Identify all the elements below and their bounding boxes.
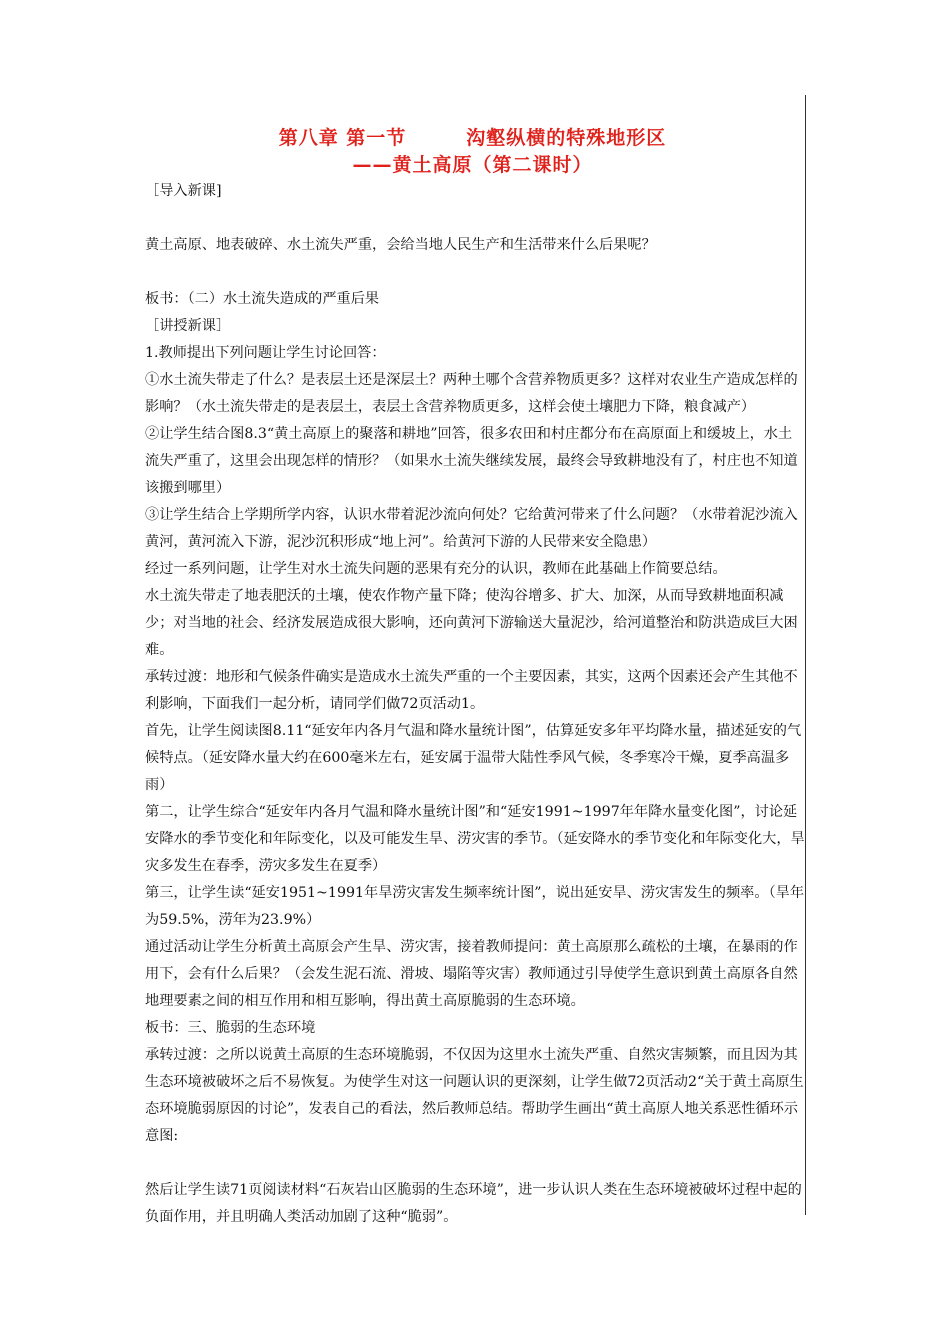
paragraph: 第三，让学生读“延安1951~1991年旱涝灾害发生频率统计图”，说出延安旱、涝灾害发生的频率。（旱年为59.5%，涝年为23.9%） xyxy=(145,885,805,928)
paragraph: 板书：（二）水土流失造成的严重后果 xyxy=(145,291,380,307)
paragraph: 第二，让学生综合“延安年内各月气温和降水量统计图”和“延安1991~1997年年降水量变化图”，讨论延安降水的季节变化和年际变化，以及可能发生旱、涝灾害的季节。（延安降水的季节变化和年际变化大，旱灾多发生在春季，涝灾多发生在夏季） xyxy=(145,804,805,874)
paragraph: ③让学生结合上学期所学内容，认识水带着泥沙流向何处？它给黄河带来了什么问题？（水带着泥沙流入黄河，黄河流入下游，泥沙沉积形成“地上河”。给黄河下游的人民带来安全隐患） xyxy=(145,507,798,550)
paragraph: 承转过渡：之所以说黄土高原的生态环境脆弱，不仅因为这里水土流失严重、自然灾害频繁，而且因为其生态环境被破坏之后不易恢复。为使学生对这一问题认识的更深刻，让学生做72页活动2“关于黄土高原生态环境脆弱原因的讨论”，发表自己的看法，然后教师总结。帮助学生画出“黄土高原人地关系恶性循环示意图: xyxy=(145,1047,804,1144)
paragraph: 通过活动让学生分析黄土高原会产生旱、涝灾害，接着教师提问：黄土高原那么疏松的土壤，在暴雨的作用下，会有什么后果？（会发生泥石流、滑坡、塌陷等灾害）教师通过引导使学生意识到黄土高原各自然地理要素之间的相互作用和相互影响，得出黄土高原脆弱的生态环境。 xyxy=(145,939,798,1009)
paragraph: 水土流失带走了地表肥沃的土壤，使农作物产量下降；使沟谷增多、扩大、加深，从而导致耕地面积减少；对当地的社会、经济发展造成很大影响，还向黄河下游输送大量泥沙，给河道整治和防洪造成巨大困难。 xyxy=(145,588,798,658)
paragraph: ［讲授新课］ xyxy=(145,318,231,334)
paragraph: 黄土高原、地表破碎、水土流失严重，会给当地人民生产和生活带来什么后果呢？ xyxy=(145,237,656,253)
paragraph: ①水土流失带走了什么？是表层土还是深层土？两种土哪个含营养物质更多？这样对农业生产造成怎样的影响？（水土流失带走的是表层土，表层土含营养物质更多，这样会使土壤肥力下降，粮食减产） xyxy=(145,372,798,415)
paragraph: 板书：三、脆弱的生态环境 xyxy=(145,1020,316,1036)
blank-line xyxy=(145,1150,805,1177)
paragraph: ②让学生结合图8.3“黄土高原上的聚落和耕地”回答，很多农田和村庄都分布在高原面上和缓坡上，水土流失严重了，这里会出现怎样的情形？（如果水土流失继续发展，最终会导致耕地没有了，村庄也不知道该搬到哪里） xyxy=(145,426,798,496)
title-line-2: ——黄土高原（第二课时） xyxy=(352,154,593,176)
document-body xyxy=(145,178,805,1231)
paragraph: ［导入新课] xyxy=(145,183,222,199)
paragraph: 承转过渡：地形和气候条件确实是造成水土流失严重的一个主要因素，其实，这两个因素还会产生其他不利影响，下面我们一起分析，请同学们做72页活动1。 xyxy=(145,669,798,712)
blank-line xyxy=(145,205,805,232)
right-margin-rule xyxy=(805,95,806,1215)
paragraph: 1.教师提出下列问题让学生讨论回答： xyxy=(145,345,386,361)
title-line-1: 第八章 第一节 沟壑纵横的特殊地形区 xyxy=(278,127,667,149)
blank-line xyxy=(145,259,805,286)
paragraph: 首先，让学生阅读图8.11“延安年内各月气温和降水量统计图”，估算延安多年平均降水量，描述延安的气候特点。（延安降水量大约在600毫米左右，延安属于温带大陆性季风气候，冬季寒冷干燥，夏季高温多雨） xyxy=(145,723,802,793)
paragraph: 经过一系列问题，让学生对水土流失问题的恶果有充分的认识，教师在此基础上作简要总结。 xyxy=(145,561,727,577)
paragraph: 然后让学生读71页阅读材料“石灰岩山区脆弱的生态环境”，进一步认识人类在生态环境被破坏过程中起的负面作用，并且明确人类活动加剧了这种“脆弱”。 xyxy=(145,1182,802,1225)
